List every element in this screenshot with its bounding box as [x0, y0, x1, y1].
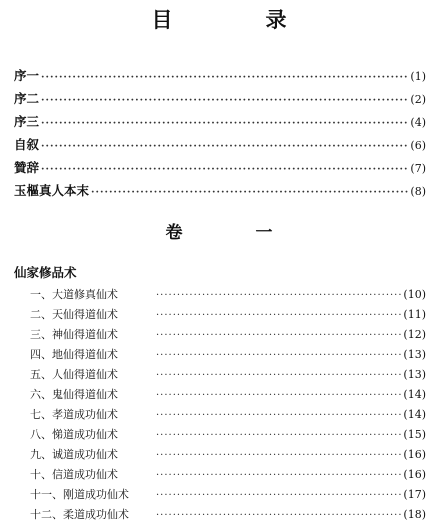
toc-entry-page: (18)	[403, 508, 426, 521]
toc-entry-page: (11)	[403, 308, 426, 321]
toc-entry-label: 四、地仙得道仙术	[30, 348, 118, 361]
leader-dots	[156, 310, 401, 321]
leader-dots	[156, 490, 401, 501]
toc-entry-page: (13)	[403, 348, 426, 361]
leader-dots	[156, 350, 401, 361]
leader-dots	[156, 390, 401, 401]
toc-entry-label: 九、诚道成功仙术	[30, 448, 118, 461]
toc-entry[interactable]	[14, 158, 426, 181]
leader-dots	[41, 95, 408, 106]
toc-entry-label: 玉樞真人本末	[14, 183, 90, 198]
toc-entry-label: 十二、柔道成功仙术	[30, 508, 129, 521]
toc-entry[interactable]	[14, 181, 426, 204]
toc-entry[interactable]	[30, 506, 426, 526]
toc-entry[interactable]	[14, 112, 426, 135]
toc-entry[interactable]	[14, 89, 426, 112]
leader-dots	[156, 410, 401, 421]
toc-entry-page: (2)	[410, 93, 426, 106]
toc-entry[interactable]	[30, 406, 426, 426]
toc-entry[interactable]	[14, 135, 426, 158]
leader-dots	[41, 118, 408, 129]
leader-dots	[156, 330, 401, 341]
leader-dots	[41, 164, 408, 175]
toc-entry-label: 序三	[14, 114, 40, 129]
toc-entry[interactable]	[30, 366, 426, 386]
toc-entry-page: (15)	[403, 428, 426, 441]
toc-entry-label: 序二	[14, 91, 40, 106]
leader-dots	[91, 187, 408, 198]
toc-entry-label: 十一、刚道成功仙术	[30, 488, 129, 501]
toc-entry-page: (17)	[403, 488, 426, 501]
toc-entry-page: (1)	[410, 70, 426, 83]
front-matter-list	[14, 66, 426, 204]
toc-entry-page: (16)	[403, 448, 426, 461]
toc-entry-page: (14)	[403, 388, 426, 401]
toc-entry-page: (13)	[403, 368, 426, 381]
toc-entry-label: 一、大道修真仙术	[30, 288, 118, 301]
leader-dots	[156, 510, 401, 521]
toc-entry-label: 五、人仙得道仙术	[30, 368, 118, 381]
toc-entry[interactable]	[30, 326, 426, 346]
toc-entry[interactable]	[14, 66, 426, 89]
toc-entry-label: 二、天仙得道仙术	[30, 308, 118, 321]
leader-dots	[156, 470, 401, 481]
toc-entry-page: (4)	[410, 116, 426, 129]
toc-entry-page: (16)	[403, 468, 426, 481]
toc-entry[interactable]	[30, 446, 426, 466]
toc-entry[interactable]	[30, 426, 426, 446]
toc-entry[interactable]	[30, 286, 426, 306]
leader-dots	[156, 430, 401, 441]
leader-dots	[156, 370, 401, 381]
leader-dots	[156, 290, 401, 301]
toc-entry-page: (12)	[403, 328, 426, 341]
volume-heading: 卷 一	[165, 223, 301, 243]
toc-entry-label: 七、孝道成功仙术	[30, 408, 118, 421]
toc-entry-page: (10)	[403, 288, 426, 301]
page-title: 目 录	[151, 7, 323, 32]
toc-entry-label: 自叙	[14, 137, 40, 152]
toc-entry-page: (14)	[403, 408, 426, 421]
chapter-list	[30, 286, 426, 526]
leader-dots	[156, 450, 401, 461]
toc-entry[interactable]	[30, 486, 426, 506]
section-heading: 仙家修品术	[14, 265, 77, 280]
leader-dots	[41, 72, 408, 83]
toc-entry[interactable]	[30, 346, 426, 366]
toc-entry-page: (7)	[410, 162, 426, 175]
toc-entry-label: 八、悌道成功仙术	[30, 428, 118, 441]
toc-entry-label: 三、神仙得道仙术	[30, 328, 118, 341]
toc-entry-page: (6)	[410, 139, 426, 152]
toc-entry[interactable]	[30, 466, 426, 486]
toc-entry-label: 序一	[14, 68, 40, 83]
toc-entry[interactable]	[30, 306, 426, 326]
toc-entry-label: 六、鬼仙得道仙术	[30, 388, 118, 401]
toc-entry-page: (8)	[410, 185, 426, 198]
toc-entry-label: 十、信道成功仙术	[30, 468, 118, 481]
toc-entry[interactable]	[30, 386, 426, 406]
toc-entry-label: 贊辞	[14, 160, 40, 175]
leader-dots	[41, 141, 408, 152]
